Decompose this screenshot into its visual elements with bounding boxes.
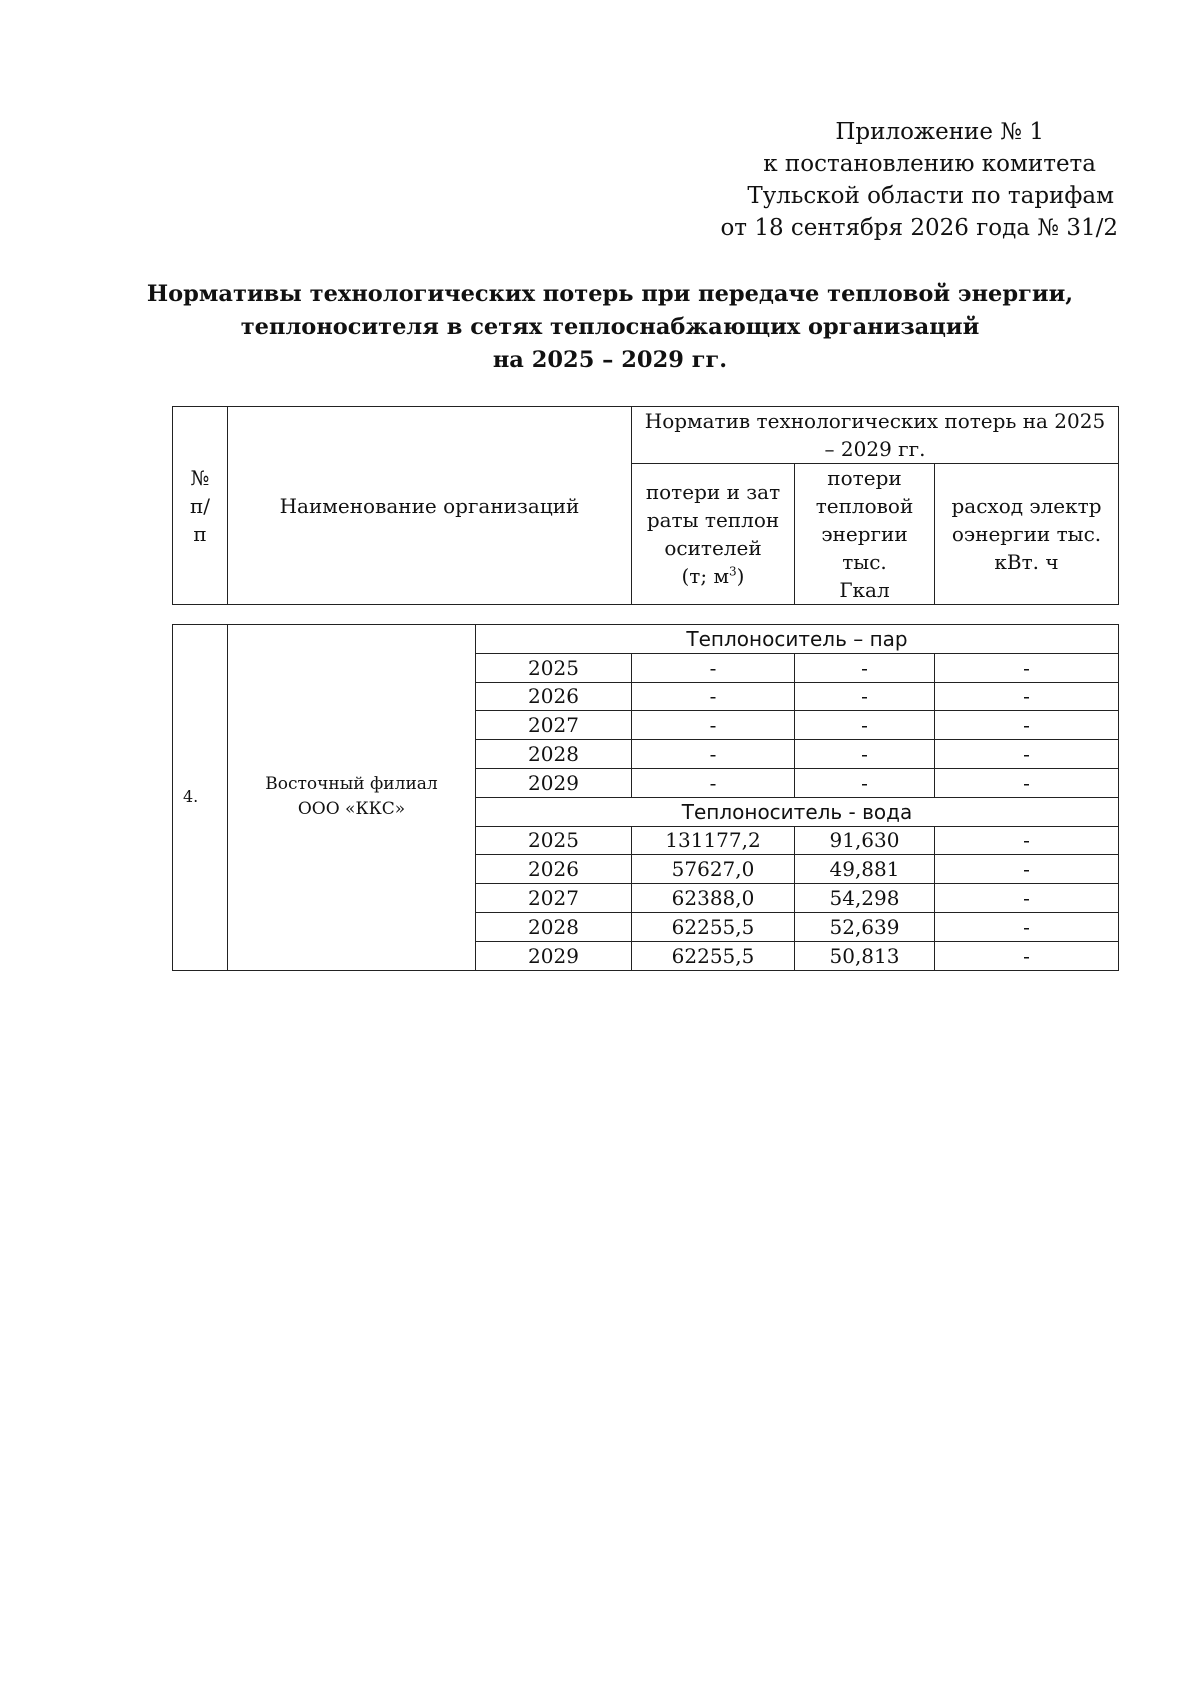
value-cell: 62388,0 <box>632 884 795 913</box>
value-cell: 62255,5 <box>632 912 795 941</box>
value-cell: - <box>935 855 1119 884</box>
value-cell: 52,639 <box>795 912 935 941</box>
value-cell: 57627,0 <box>632 855 795 884</box>
year-cell: 2026 <box>476 855 632 884</box>
section-title: Теплоноситель – пар <box>476 625 1119 654</box>
header-col-losses-heat: потери тепловой энергии тыс. Гкал <box>795 464 935 605</box>
year-cell: 2025 <box>476 653 632 682</box>
value-cell: 49,881 <box>795 855 935 884</box>
value-cell: 62255,5 <box>632 941 795 970</box>
year-cell: 2027 <box>476 711 632 740</box>
year-cell: 2025 <box>476 826 632 855</box>
document-title <box>120 278 1100 377</box>
value-cell: - <box>935 711 1119 740</box>
year-cell: 2026 <box>476 682 632 711</box>
appendix-line: Приложение № 1 <box>835 119 1044 145</box>
value-cell: - <box>935 826 1119 855</box>
year-cell: 2027 <box>476 884 632 913</box>
value-cell: - <box>935 884 1119 913</box>
title-line: на 2025 – 2029 гг. <box>492 347 728 373</box>
section-row <box>173 625 1119 654</box>
value-cell: - <box>632 682 795 711</box>
header-org: Наименование организаций <box>228 407 632 605</box>
value-cell: - <box>935 768 1119 797</box>
value-cell: - <box>935 740 1119 769</box>
org-name: Восточный филиал ООО «ККС» <box>228 625 476 971</box>
value-cell: - <box>795 653 935 682</box>
year-cell: 2028 <box>476 740 632 769</box>
value-cell: - <box>935 941 1119 970</box>
value-cell: - <box>795 711 935 740</box>
value-cell: 131177,2 <box>632 826 795 855</box>
value-cell: 50,813 <box>795 941 935 970</box>
title-line: Нормативы технологических потерь при передаче тепловой энергии, <box>146 281 1074 307</box>
value-cell: - <box>935 653 1119 682</box>
header-num: № п/п <box>173 407 228 605</box>
org-number: 4. <box>173 625 228 971</box>
value-cell: - <box>632 711 795 740</box>
data-table <box>172 624 1119 971</box>
value-cell: 91,630 <box>795 826 935 855</box>
header-table <box>172 406 1119 605</box>
header-group: Норматив технологических потерь на 2025 – 2029 гг. <box>632 407 1119 464</box>
appendix-note <box>698 116 1118 244</box>
value-cell: - <box>632 653 795 682</box>
value-cell: - <box>795 768 935 797</box>
header-col-electricity: расход электроэнергии тыс. кВт. ч <box>935 464 1119 605</box>
header-col-losses-carrier: потери и затраты теплоносителей (т; $м^3$) <box>632 464 795 605</box>
value-cell: 54,298 <box>795 884 935 913</box>
value-cell: - <box>632 740 795 769</box>
year-cell: 2029 <box>476 768 632 797</box>
appendix-line: Тульской области по тарифам <box>747 183 1114 209</box>
section-title: Теплоноситель - вода <box>476 797 1119 826</box>
value-cell: - <box>795 682 935 711</box>
appendix-line: от 18 сентября 2026 года № 31/2 <box>720 215 1118 241</box>
title-line: теплоносителя в сетях теплоснабжающих организаций <box>240 314 980 340</box>
year-cell: 2028 <box>476 912 632 941</box>
value-cell: - <box>632 768 795 797</box>
value-cell: - <box>935 912 1119 941</box>
appendix-line: к постановлению комитета <box>763 151 1096 177</box>
value-cell: - <box>795 740 935 769</box>
year-cell: 2029 <box>476 941 632 970</box>
value-cell: - <box>935 682 1119 711</box>
